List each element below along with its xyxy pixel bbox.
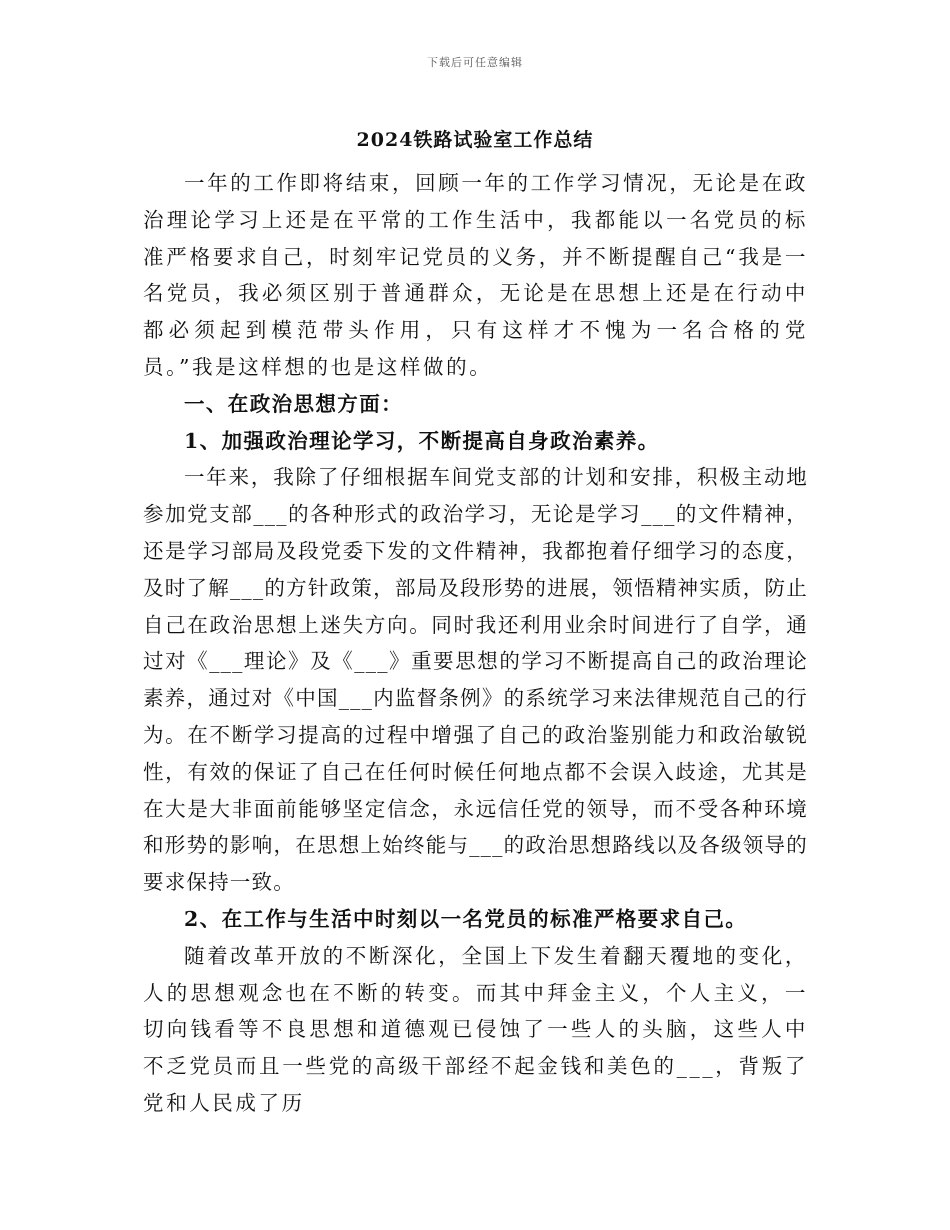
header-note: 下载后可任意编辑 xyxy=(427,56,523,69)
section-heading-political: 一、在政治思想方面： xyxy=(184,391,403,416)
subheading-theory-study: 1、加强政治理论学习，不断提高自身政治素养。 xyxy=(184,428,660,453)
intro-paragraph: 一年的工作即将结束，回顾一年的工作学习情况，无论是在政治理论学习上还是在平常的工作生活中，我都能以一名党员的标准严格要求自己，时刻牢记党员的义务，并不断提醒自己“我是一名党员，我必须区别于普通群众，无论是在思想上还是在行动中都必须起到模范带头作用，只有这样才不愧为一名合格的党员。”我是这样想的也是这样做的。 xyxy=(143,171,808,379)
work-life-paragraph: 随着改革开放的不断深化，全国上下发生着翻天覆地的变化，人的思想观念也在不断的转变。而其中拜金主义，个人主义，一切向钱看等不良思想和道德观已侵蚀了一些人的头脑，这些人中不乏党员而且一些党的高级干部经不起金钱和美色的___，背叛了党和人民成了历 xyxy=(143,943,808,1115)
subheading-work-life: 2、在工作与生活中时刻以一名党员的标准严格要求自己。 xyxy=(184,906,748,931)
theory-study-paragraph: 一年来，我除了仔细根据车间党支部的计划和安排，积极主动地参加党支部___的各种形式的政治学习，无论是学习___的文件精神，还是学习部局及段党委下发的文件精神，我都抱着仔细学习的态度，及时了解___的方针政策，部局及段形势的进展，领悟精神实质，防止自己在政治思想上迷失方向。同时我还利用业余时间进行了自学，通过对《___理论》及《___》重要思想的学习不断提高自己的政治理论素养，通过对《中国___内监督条例》的系统学习来法律规范自己的行为。在不断学习提高的过程中增强了自己的政治鉴别能力和政治敏锐性，有效的保证了自己在任何时候任何地点都不会误入歧途，尤其是在大是大非面前能够坚定信念，永远信任党的领导，而不受各种环境和形势的影响，在思想上始终能与___的政治思想路线以及各级领导的要求保持一致。 xyxy=(143,465,808,895)
document-title: 2024铁路试验室工作总结 xyxy=(356,129,594,151)
document-body xyxy=(143,165,808,1122)
